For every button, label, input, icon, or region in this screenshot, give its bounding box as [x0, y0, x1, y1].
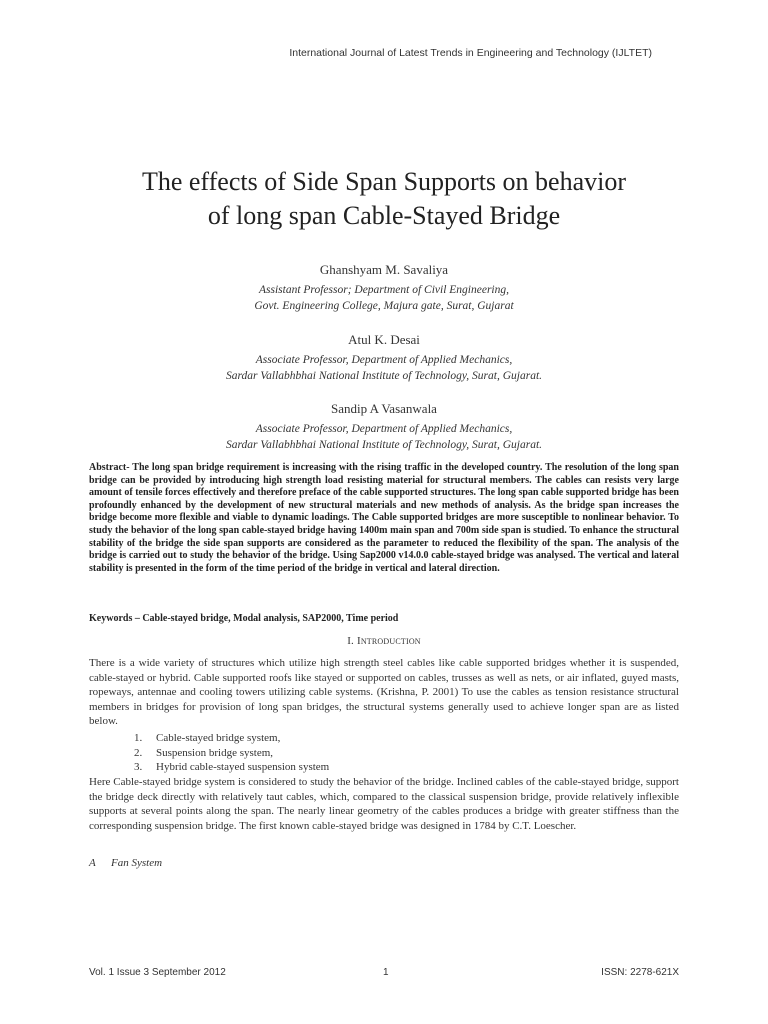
intro-paragraph-1: There is a wide variety of structures which utilize high strength steel cables like cable supported bridges whether it is suspended, cable-stayed or hybrid. Cable supported roofs like stayed or supported on cables, trusses as well as nets, or air inflated, guyed masts, ropeways, antennae and cooling towers utilizing cable systems. (Krishna, P. 2001) To use the cables as tension resistance structural members in bridges for provision of long span bridges, the structural systems generally used to achieve longer span are as listed below.: [89, 657, 679, 728]
list-item-number: 2.: [134, 746, 143, 759]
keywords: Keywords – Cable-stayed bridge, Modal analysis, SAP2000, Time period: [89, 613, 399, 624]
author-affiliation: Sardar Vallabhbhai National Institute of Technology, Surat, Gujarat.: [225, 439, 543, 451]
abstract: Abstract- The long span bridge requirement is increasing with the rising traffic in the developed country. The resolution of the long span bridge can be provided by introducing high strength load resisting material for structural members. The cables can resists very large amount of tensile forces effectively and therefore preface of the cable supported structures. The long span cable supported bridge has been profoundly enhanced by the development of new structural materials and new methods of analysis. As the bridge span increases the bridge become more flexible and viable to dynamic loadings. The Cable supported bridges are more susceptible to nonlinear behavior. To study the behavior of the long span cable-stayed bridge having 1400m main span and 700m side span is studied. To enhance the structural stability of the bridge the side span supports are considered as the parameter to reduced the flexibility of the span. The analysis of the bridge is carried out to study the behavior of the bridge. Using Sap2000 v14.0.0 cable-stayed bridge was analysed. The vertical and lateral stability is presented in the form of the time period of the bridge in vertical and lateral direction.: [89, 462, 679, 574]
author-affiliation: Assistant Professor; Department of Civil Engineering,: [258, 284, 509, 296]
author-name: Sandip A Vasanwala: [331, 401, 437, 416]
intro-paragraph-2: Here Cable-stayed bridge system is considered to study the behavior of the bridge. Inclined cables of the cable-stayed bridge, support the bridge deck directly with relatively taut cables, which, compared to the classical suspension bridge, provide relatively inflexible supports at several points along the span. The nearly linear geometry of the cables produces a bridge with greater stiffness than the corresponding suspension bridge. The first known cable-stayed bridge was designed in 1784 by C.T. Loescher.: [89, 776, 679, 832]
author-3: [84, 400, 684, 453]
subheading-text: Fan System: [111, 857, 163, 869]
title-line-1: The effects of Side Span Supports on behavior: [141, 167, 627, 196]
subheading-fan-system: [89, 857, 162, 869]
list-item: [134, 760, 534, 775]
subheading-label: A: [89, 857, 96, 869]
footer-issn: ISSN: 2278-621X: [601, 967, 679, 978]
list-item: [134, 746, 534, 761]
author-affiliation: Associate Professor, Department of Applied Mechanics,: [255, 354, 513, 366]
author-name: Atul K. Desai: [348, 332, 420, 347]
author-affiliation: Sardar Vallabhbhai National Institute of Technology, Surat, Gujarat.: [225, 370, 543, 382]
section-heading-introduction: I. Introduction: [347, 635, 421, 647]
footer-volume-issue: Vol. 1 Issue 3 September 2012: [89, 967, 226, 978]
bridge-systems-list: [134, 731, 534, 775]
author-2: [84, 331, 684, 384]
title-line-2: of long span Cable-Stayed Bridge: [207, 201, 561, 230]
list-item-text: Suspension bridge system,: [156, 746, 274, 759]
paper-title: [84, 165, 684, 233]
author-name: Ghanshyam M. Savaliya: [319, 262, 449, 277]
list-item: [134, 731, 534, 746]
author-affiliation: Associate Professor, Department of Applied Mechanics,: [255, 423, 513, 435]
author-1: [84, 261, 684, 314]
list-item-text: Hybrid cable-stayed suspension system: [156, 761, 330, 774]
footer-page-number: 1: [383, 967, 389, 978]
list-item-number: 3.: [134, 761, 143, 774]
journal-header: International Journal of Latest Trends in Engineering and Technology (IJLTET): [289, 47, 652, 59]
author-affiliation: Govt. Engineering College, Majura gate, Surat, Gujarat: [254, 300, 514, 312]
list-item-text: Cable-stayed bridge system,: [156, 732, 281, 744]
list-item-number: 1.: [134, 732, 143, 744]
